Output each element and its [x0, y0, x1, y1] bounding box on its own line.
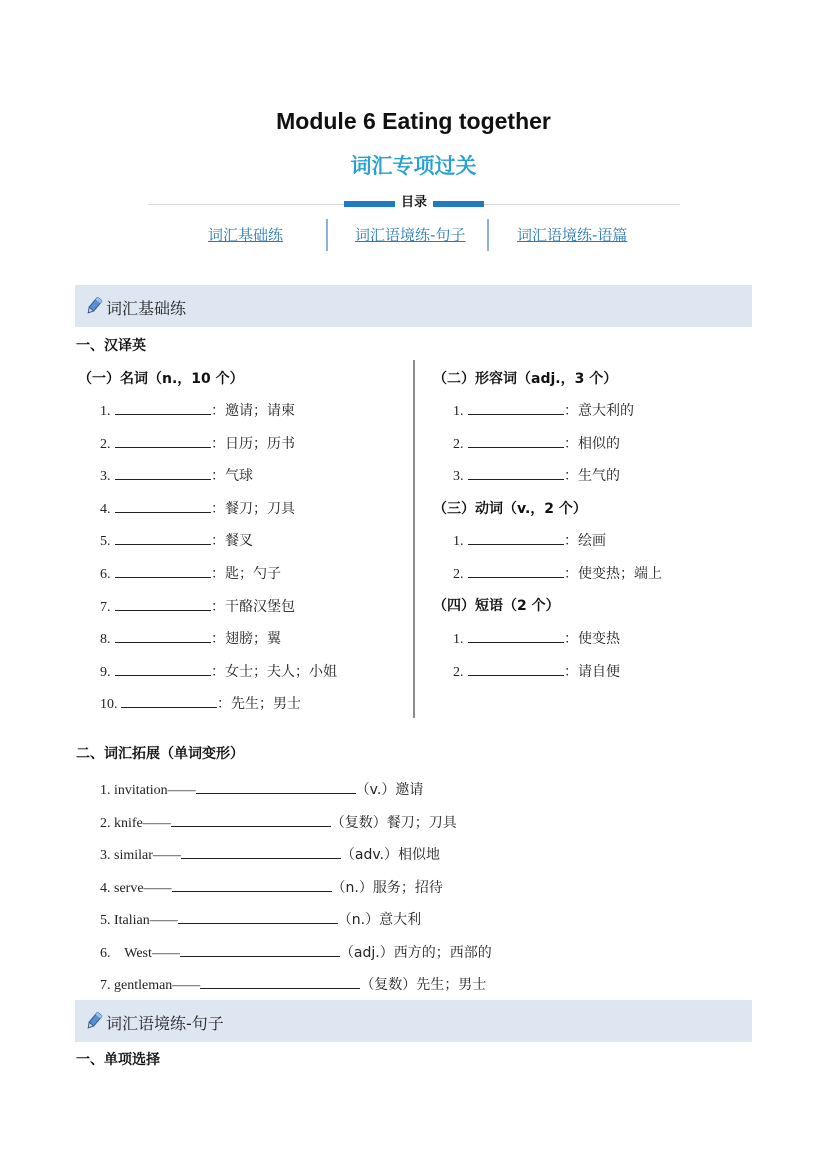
word-hint: （v.）邀请 — [355, 782, 424, 798]
list-item — [100, 498, 295, 519]
answer-blank[interactable] — [200, 974, 360, 989]
item-number: 5. — [100, 534, 111, 550]
list-item — [100, 628, 281, 649]
answer-blank[interactable] — [196, 779, 356, 794]
answer-blank[interactable] — [468, 661, 564, 676]
toc-bar-left — [344, 201, 396, 207]
pencil-icon — [85, 296, 103, 316]
item-number: 2. — [453, 566, 464, 582]
word-hint: （复数）餐刀；刀具 — [330, 814, 457, 831]
word-hint: （n.）意大利 — [337, 912, 422, 928]
part-title-expansion: 二、词汇拓展（单词变形） — [76, 746, 244, 762]
answer-blank[interactable] — [115, 530, 211, 545]
list-item — [100, 942, 492, 963]
word-hint: （adj.）西方的；西部的 — [339, 944, 492, 961]
answer-blank[interactable] — [115, 596, 211, 611]
subsection-title-phrases: （四）短语（2 个） — [433, 598, 560, 614]
list-item — [453, 661, 620, 682]
answer-blank[interactable] — [115, 661, 211, 676]
toc-link-basic[interactable]: 词汇基础练 — [208, 226, 284, 244]
list-item — [100, 465, 253, 486]
word-prompt: 2. knife—— — [100, 815, 171, 831]
item-number: 3. — [453, 469, 464, 485]
word-prompt: 5. Italian—— — [100, 913, 178, 928]
item-number: 1. — [453, 404, 464, 419]
subsection-title-verbs: （三）动词（v.，2 个） — [433, 501, 587, 517]
list-item — [100, 693, 301, 714]
item-number: 3. — [100, 469, 111, 485]
toc-separator — [326, 219, 328, 251]
item-meaning: ：翅膀；翼 — [211, 631, 281, 648]
word-hint: （n.）服务；招待 — [331, 879, 443, 896]
part-title-translate: 一、汉译英 — [76, 338, 146, 354]
list-item — [100, 877, 443, 898]
list-item — [100, 433, 295, 454]
item-meaning: ：匙；勺子 — [211, 566, 281, 582]
word-hint: （adv.）相似地 — [340, 847, 441, 863]
list-item — [100, 563, 281, 584]
answer-blank[interactable] — [468, 563, 564, 578]
item-meaning: ：餐刀；刀具 — [211, 500, 295, 517]
item-number: 9. — [100, 664, 111, 680]
section-header-sentence — [75, 1000, 752, 1042]
answer-blank[interactable] — [178, 909, 338, 924]
item-meaning: ：请自便 — [564, 663, 620, 680]
answer-blank[interactable] — [468, 433, 564, 448]
item-meaning: ：使变热；端上 — [564, 565, 662, 582]
toc-bar-right — [432, 201, 484, 207]
part-title-single-choice: 一、单项选择 — [76, 1052, 160, 1068]
answer-blank[interactable] — [115, 563, 211, 578]
item-meaning: ：使变热 — [564, 631, 620, 647]
list-item — [100, 400, 295, 421]
document-subtitle: 词汇专项过关 — [350, 154, 477, 178]
list-item — [453, 530, 606, 551]
list-item — [100, 530, 253, 551]
list-item — [453, 563, 662, 584]
answer-blank[interactable] — [115, 628, 211, 643]
answer-blank[interactable] — [121, 693, 217, 708]
item-meaning: ：先生；男士 — [217, 696, 301, 713]
item-meaning: ：邀请；请柬 — [211, 403, 295, 419]
word-hint: （复数）先生；男士 — [360, 977, 487, 993]
item-number: 2. — [100, 436, 111, 452]
item-meaning: ：餐叉 — [211, 533, 253, 550]
answer-blank[interactable] — [115, 433, 211, 448]
item-meaning: ：相似的 — [564, 435, 620, 452]
item-number: 2. — [453, 664, 464, 680]
list-item — [100, 779, 423, 800]
word-prompt: 4. serve—— — [100, 880, 172, 896]
word-prompt: 7. gentleman—— — [100, 978, 201, 993]
answer-blank[interactable] — [171, 812, 331, 827]
section-header-basic — [75, 285, 752, 327]
item-meaning: ：生气的 — [564, 468, 620, 485]
item-meaning: ：日历；历书 — [211, 435, 295, 452]
item-number: 1. — [453, 632, 464, 647]
item-meaning: ：绘画 — [564, 533, 606, 549]
word-prompt: 6. West—— — [100, 945, 180, 961]
subsection-title-adjectives: （二）形容词（adj.，3 个） — [433, 371, 618, 387]
item-number: 10. — [100, 697, 118, 713]
answer-blank[interactable] — [180, 942, 340, 957]
toc-separator — [487, 219, 489, 251]
answer-blank[interactable] — [115, 400, 211, 415]
list-item — [453, 433, 620, 454]
list-item — [100, 909, 421, 930]
list-item — [100, 596, 295, 617]
pencil-icon — [85, 1011, 103, 1031]
answer-blank[interactable] — [468, 530, 564, 545]
item-number: 7. — [100, 599, 111, 615]
answer-blank[interactable] — [115, 498, 211, 513]
section-header-label: 词汇语境练-句子 — [106, 1014, 224, 1033]
item-meaning: ：女士；夫人；小姐 — [211, 663, 337, 680]
item-number: 1. — [453, 534, 464, 549]
toc-link-sentence[interactable]: 词汇语境练-句子 — [355, 226, 466, 244]
item-meaning: ：气球 — [211, 468, 253, 485]
list-item — [100, 661, 337, 682]
column-divider — [413, 360, 415, 718]
item-meaning: ：意大利的 — [564, 403, 634, 419]
list-item — [453, 400, 634, 421]
answer-blank[interactable] — [468, 628, 564, 643]
item-number: 2. — [453, 436, 464, 452]
item-number: 4. — [100, 501, 111, 517]
list-item — [100, 974, 486, 995]
subsection-title-nouns: （一）名词（n.，10 个） — [78, 371, 244, 387]
word-prompt: 1. invitation—— — [100, 783, 196, 798]
list-item — [453, 628, 620, 649]
toc-heading: 目录 — [395, 194, 433, 212]
item-number: 8. — [100, 632, 111, 648]
section-header-label: 词汇基础练 — [106, 299, 187, 318]
answer-blank[interactable] — [172, 877, 332, 892]
list-item — [453, 465, 620, 486]
item-number: 1. — [100, 404, 111, 419]
answer-blank[interactable] — [181, 844, 341, 859]
item-meaning: ：干酪汉堡包 — [211, 598, 295, 615]
answer-blank[interactable] — [115, 465, 211, 480]
toc-link-passage[interactable]: 词汇语境练-语篇 — [517, 226, 628, 244]
list-item — [100, 844, 440, 865]
answer-blank[interactable] — [468, 465, 564, 480]
word-prompt: 3. similar—— — [100, 848, 181, 863]
item-number: 6. — [100, 567, 111, 582]
list-item — [100, 812, 457, 833]
answer-blank[interactable] — [468, 400, 564, 415]
document-title: Module 6 Eating together — [276, 108, 551, 134]
